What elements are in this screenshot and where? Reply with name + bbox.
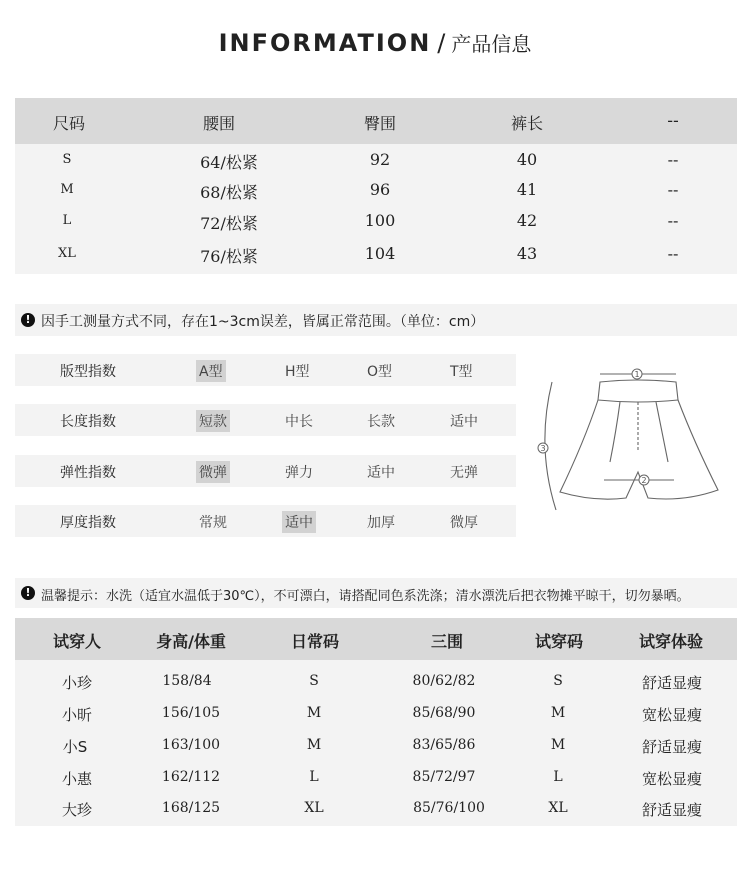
extra-cell: --	[667, 211, 679, 230]
experience-cell: 舒适显瘦	[641, 674, 703, 692]
table-row	[15, 207, 737, 237]
size-header-extra: --	[667, 111, 679, 130]
size-table-header	[15, 98, 737, 144]
tryout-table	[15, 618, 737, 826]
length-cell: 42	[516, 211, 538, 230]
shorts-body	[560, 400, 718, 499]
daily-size-cell: M	[306, 705, 322, 721]
length-cell: 41	[516, 180, 538, 199]
index-label: 厚度指数	[60, 515, 116, 531]
size-header-size: 尺码	[52, 114, 86, 133]
tryout-header-person: 试穿人	[52, 632, 102, 651]
index-option: 中长	[285, 414, 313, 430]
size-cell: L	[62, 213, 72, 228]
page-title	[0, 28, 750, 57]
table-row	[15, 794, 737, 826]
measurements-cell: 85/68/90	[412, 705, 476, 721]
person-cell: 小昕	[61, 706, 93, 724]
tryout-header-experience: 试穿体验	[638, 632, 704, 651]
index-option-selected: 微弹	[196, 461, 230, 483]
person-cell: 小珍	[61, 674, 93, 692]
experience-cell: 舒适显瘦	[641, 801, 703, 819]
height-weight-cell: 163/100	[161, 737, 221, 753]
table-row	[15, 699, 737, 731]
extra-cell: --	[667, 150, 679, 169]
experience-cell: 舒适显瘦	[641, 738, 703, 756]
table-row	[15, 176, 737, 206]
index-label: 弹性指数	[60, 465, 116, 481]
measure-note	[15, 304, 737, 336]
size-cell: XL	[58, 246, 76, 261]
index-option: T型	[450, 364, 473, 380]
index-option: 适中	[367, 465, 395, 481]
height-weight-cell: 156/105	[161, 705, 221, 721]
height-weight-cell: 162/112	[161, 769, 221, 785]
person-cell: 大珍	[61, 801, 93, 819]
index-label: 版型指数	[60, 364, 116, 380]
measurements-cell: 85/72/97	[412, 769, 476, 785]
tried-size-cell: L	[553, 769, 563, 785]
person-cell: 小惠	[61, 770, 93, 788]
index-option: 加厚	[367, 515, 395, 531]
length-index-row	[15, 404, 516, 436]
experience-cell: 宽松显瘦	[641, 770, 703, 788]
tried-size-cell: M	[550, 737, 566, 753]
index-option: 微厚	[450, 515, 478, 531]
hip-cell: 100	[364, 211, 396, 230]
hip-cell: 92	[369, 150, 391, 169]
daily-size-cell: L	[309, 769, 319, 785]
daily-size-cell: M	[306, 737, 322, 753]
table-row	[15, 240, 737, 270]
index-option: H型	[285, 364, 310, 380]
table-row	[15, 146, 737, 176]
measurements-cell: 80/62/82	[412, 673, 476, 689]
size-table	[15, 98, 737, 274]
tried-size-cell: XL	[548, 800, 568, 816]
shorts-diagram	[524, 352, 736, 532]
index-option: 弹力	[285, 465, 313, 481]
waist-cell: 64/松紧	[200, 153, 258, 172]
person-cell: 小S	[62, 738, 88, 756]
tryout-table-header	[15, 618, 737, 660]
tryout-header-measurements: 三围	[430, 632, 464, 651]
care-note	[15, 578, 737, 608]
size-header-hip: 臀围	[363, 114, 397, 133]
size-header-waist: 腰围	[202, 114, 236, 133]
care-note-text: 温馨提示：水洗（适宜水温低于30℃），不可漂白，请搭配同色系洗涤；清水漂洗后把衣物摊平晾干，切勿暴晒。	[41, 589, 690, 604]
daily-size-cell: XL	[304, 800, 324, 816]
hip-cell: 96	[369, 180, 391, 199]
marker-2: 2	[641, 476, 647, 485]
length-cell: 43	[516, 244, 538, 263]
tryout-header-tried-size: 试穿码	[534, 632, 584, 651]
size-cell: S	[62, 152, 72, 167]
elasticity-index-row	[15, 455, 516, 487]
height-weight-cell: 158/84	[162, 673, 212, 689]
title-cn: 产品信息	[451, 32, 532, 56]
height-weight-cell: 168/125	[161, 800, 221, 816]
index-label: 长度指数	[60, 414, 116, 430]
waistband	[598, 380, 678, 402]
size-header-length: 裤长	[510, 114, 544, 133]
marker-1: 1	[634, 370, 640, 379]
title-separator: /	[437, 29, 446, 57]
thickness-index-row	[15, 505, 516, 537]
waist-cell: 72/松紧	[200, 214, 258, 233]
length-cell: 40	[516, 150, 538, 169]
fit-index-row	[15, 354, 516, 386]
table-row	[15, 667, 737, 699]
exclamation-icon: !	[21, 586, 35, 600]
marker-3: 3	[540, 444, 546, 453]
index-option-selected: 适中	[282, 511, 316, 533]
measure-note-text: 因手工测量方式不同，存在1~3cm误差，皆属正常范围。（单位：cm）	[41, 314, 485, 330]
experience-cell: 宽松显瘦	[641, 706, 703, 724]
table-row	[15, 731, 737, 763]
tryout-header-daily-size: 日常码	[290, 632, 340, 651]
index-option: 无弹	[450, 465, 478, 481]
table-row	[15, 763, 737, 795]
index-option-selected: 短款	[196, 410, 230, 432]
extra-cell: --	[667, 180, 679, 199]
index-option: 长款	[367, 414, 395, 430]
index-option: 适中	[450, 414, 478, 430]
measurements-cell: 83/65/86	[412, 737, 476, 753]
index-option: 常规	[199, 515, 227, 531]
index-option: O型	[367, 364, 393, 380]
measurements-cell: 85/76/100	[413, 800, 485, 816]
tried-size-cell: M	[550, 705, 566, 721]
index-option-selected: A型	[196, 360, 226, 382]
waist-cell: 76/松紧	[200, 247, 258, 266]
tryout-header-height-weight: 身高/体重	[156, 632, 226, 651]
daily-size-cell: S	[309, 673, 319, 689]
tried-size-cell: S	[553, 673, 563, 689]
hip-cell: 104	[364, 244, 396, 263]
pleat-line	[656, 402, 668, 462]
exclamation-icon: !	[21, 313, 35, 327]
title-en: INFORMATION	[218, 29, 432, 57]
extra-cell: --	[667, 244, 679, 263]
waist-cell: 68/松紧	[200, 183, 258, 202]
pleat-line	[610, 402, 620, 462]
size-cell: M	[60, 182, 74, 197]
